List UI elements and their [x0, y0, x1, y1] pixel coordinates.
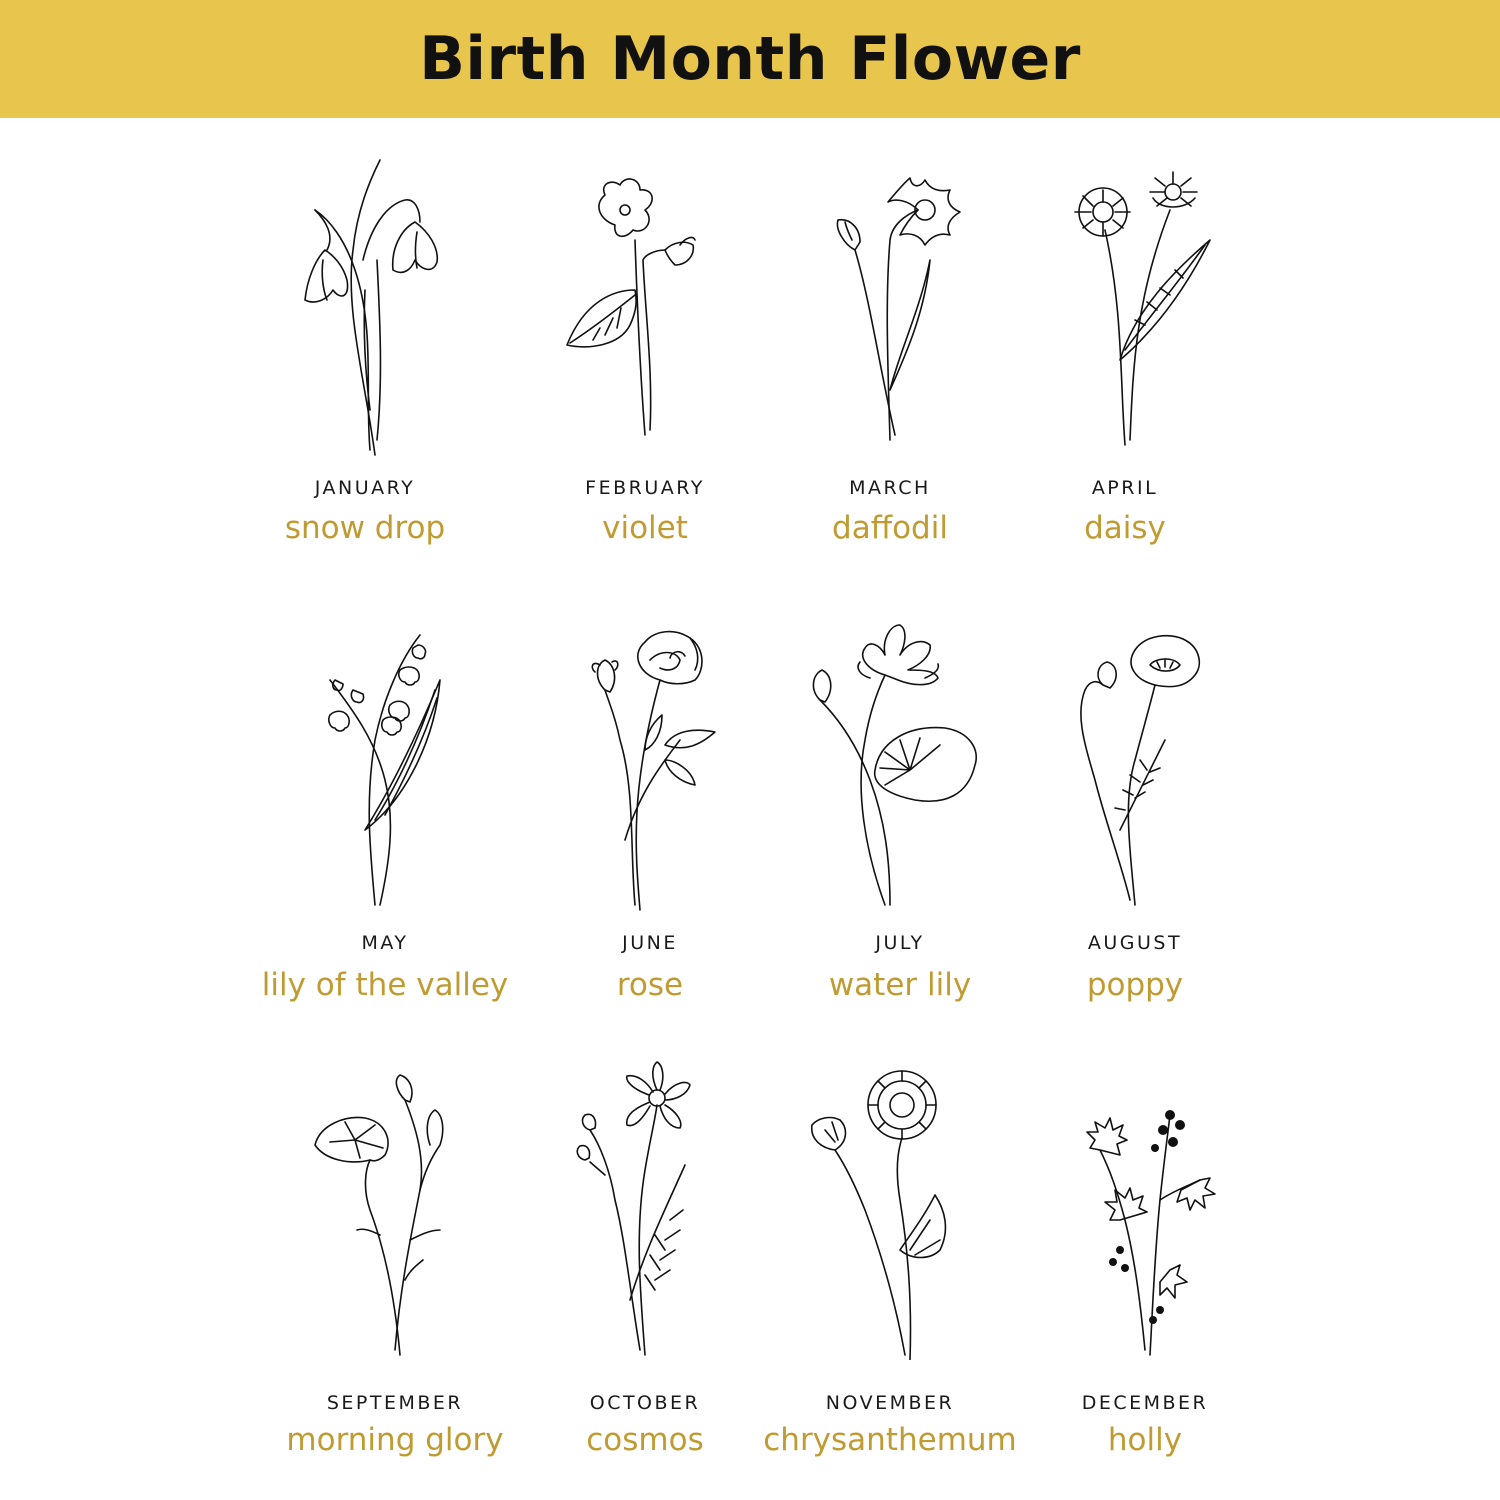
- flower-name: violet: [602, 510, 688, 546]
- month-label: OCTOBER: [589, 1392, 701, 1414]
- flower-name: daffodil: [832, 510, 948, 546]
- flower-name: snow drop: [284, 510, 446, 546]
- flower-name: cosmos: [586, 1422, 704, 1458]
- title-banner: [0, 0, 1500, 118]
- month-label: NOVEMBER: [825, 1392, 955, 1414]
- flower-name: rose: [616, 967, 684, 1003]
- daisy-illustration: [975, 150, 1275, 460]
- month-label: MARCH: [849, 477, 931, 499]
- month-label: DECEMBER: [1081, 1392, 1209, 1414]
- flower-name: lily of the valley: [261, 967, 509, 1003]
- month-label: JUNE: [622, 932, 678, 954]
- month-label: MAY: [361, 932, 409, 954]
- holly-illustration: [995, 1070, 1295, 1380]
- flower-name: water lily: [828, 967, 972, 1003]
- snowdrop-illustration: [215, 150, 515, 460]
- flower-name: chrysanthemum: [763, 1422, 1017, 1458]
- month-label: SEPTEMBER: [326, 1392, 464, 1414]
- lily-of-the-valley-illustration: [235, 620, 535, 930]
- month-label: JANUARY: [314, 477, 416, 499]
- flower-name: poppy: [1086, 967, 1184, 1003]
- poppy-illustration: [985, 620, 1285, 930]
- page-title: Birth Month Flower: [419, 24, 1081, 94]
- flower-name: daisy: [1084, 510, 1166, 546]
- flower-name: morning glory: [286, 1422, 504, 1458]
- month-label: FEBRUARY: [585, 477, 705, 499]
- month-label: JULY: [875, 932, 925, 954]
- month-label: AUGUST: [1087, 932, 1183, 954]
- flower-name: holly: [1107, 1422, 1183, 1458]
- month-label: APRIL: [1091, 477, 1159, 499]
